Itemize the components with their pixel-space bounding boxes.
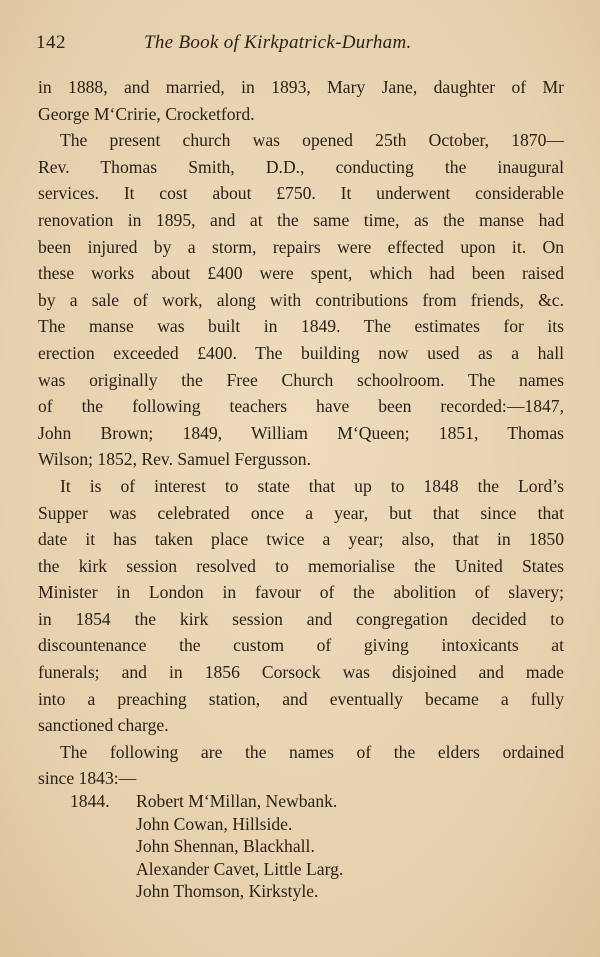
elder-name: John Thomson, Kirkstyle. (136, 881, 319, 902)
elder-year (70, 835, 136, 858)
text-line: discountenance the custom of giving intoxicants at (38, 635, 564, 656)
elder-row (70, 858, 343, 881)
text-line: The manse was built in 1849. The estimates for its (38, 316, 564, 337)
text-line: into a preaching station, and eventually became a fully (38, 688, 564, 709)
text-line: of the following teachers have been recorded:—1847, (38, 396, 564, 417)
text-line: was originally the Free Church schoolroom. The names (38, 369, 564, 390)
text-line: Wilson; 1852, Rev. Samuel Fergusson. (38, 449, 311, 470)
elder-year: 1844. (70, 791, 110, 811)
text-line: Rev. Thomas Smith, D.D., conducting the inaugural (38, 156, 564, 177)
text-line: in 1854 the kirk session and congregation decided to (38, 608, 564, 629)
elder-year (70, 813, 136, 836)
text-line: the kirk session resolved to memorialise the United States (38, 555, 564, 576)
elder-row (70, 790, 343, 813)
elder-year (70, 880, 136, 903)
elder-row (70, 880, 343, 903)
text-line: sanctioned charge. (38, 715, 169, 736)
text-line: Minister in London in favour of the abolition of slavery; (38, 582, 564, 603)
text-line: Supper was celebrated once a year, but that since that (38, 502, 564, 523)
text-line: in 1888, and married, in 1893, Mary Jane, daughter of Mr (38, 77, 564, 97)
text-line: It is of interest to state that up to 1848 the Lord’s (60, 475, 564, 496)
text-line: by a sale of work, along with contributions from friends, &c. (38, 289, 564, 310)
text-line: George M‘Cririe, Crocketford. (38, 103, 255, 124)
text-line: these works about £400 were spent, which had been raised (38, 263, 564, 284)
elder-name: Alexander Cavet, Little Larg. (136, 858, 344, 879)
elder-name: Robert M‘Millan, Newbank. (136, 791, 338, 811)
elder-row (70, 835, 343, 858)
text-line: since 1843:— (38, 768, 137, 789)
elder-name: John Cowan, Hillside. (136, 813, 293, 834)
body-text (38, 74, 564, 792)
text-line: John Brown; 1849, William M‘Queen; 1851, Thomas (38, 422, 564, 443)
running-title: The Book of Kirkpatrick-Durham. (144, 32, 412, 53)
text-line: been injured by a storm, repairs were effected upon it. On (38, 236, 564, 257)
text-line: date it has taken place twice a year; also, that in 1850 (38, 529, 564, 550)
text-line: renovation in 1895, and at the same time, as the manse had (38, 209, 564, 230)
text-line: services. It cost about £750. It underwent considerable (38, 183, 564, 204)
elders-list (70, 790, 343, 903)
page-number: 142 (36, 32, 66, 53)
text-line: The present church was opened 25th October, 1870— (60, 130, 564, 151)
elder-name: John Shennan, Blackhall. (136, 836, 315, 857)
elder-year (70, 858, 136, 881)
text-line: funerals; and in 1856 Corsock was disjoined and made (38, 662, 564, 683)
text-line: erection exceeded £400. The building now used as a hall (38, 342, 564, 363)
page-header (36, 32, 566, 60)
elder-row (70, 813, 343, 836)
text-line: The following are the names of the elders ordained (60, 741, 564, 762)
